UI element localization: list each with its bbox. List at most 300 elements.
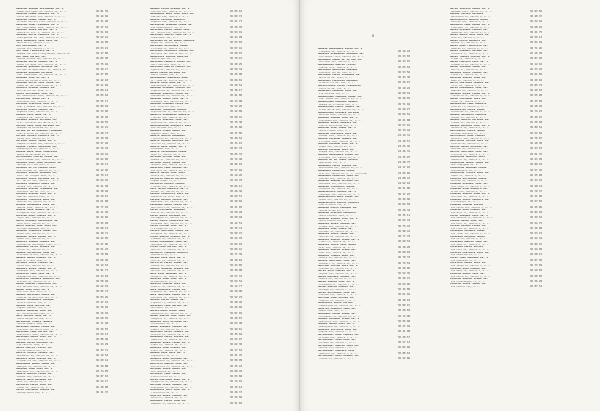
entry-phone: 36 16 98 [529,226,542,230]
entry-phone: 24 62 18 [397,182,410,186]
entry-phone: 45 51 83 [229,401,242,405]
entry-address: Tajin 401, Mexico 12, D. F. [17,217,55,220]
entry-phone: 36 89 04 [95,105,108,109]
entry-phone: 36 14 77 [229,285,242,289]
entry-address: Pestalozzi 1018, Mexico 12, D. F. [17,333,63,336]
entry-address: Rio Sena 27, Mexico 5, D. F. [451,243,490,246]
entry-name: CAMACHO LOPEZ JORGE 2a. [450,283,487,286]
entry-phone: 36 39 52 [529,216,542,220]
entry-address: Calz. de Tlalpan 1830, D. F. [17,174,56,177]
entry-phone: 36 74 91 [229,380,242,384]
entry-phone: 45 66 30 [95,258,108,262]
entry-phone: 45 61 76 [529,152,542,156]
entry-address: Ghiberti 26, Mexico 19, D. F. [151,275,192,278]
entry-name: BANDA GARCIA JOSE LUIS 5a. [150,315,192,318]
entry-address: Explanada 905, Mexico 10, D. F. [319,119,362,122]
entry-address: Villalongin 94, D. F. [451,201,481,204]
entry-name: ALFONSO LOPEZ JORGE 2a. 1 [16,140,56,143]
entry-phone: 45 52 13 [95,332,108,336]
entry-address: Alberti 45, Mexico 19, D. F. [151,286,190,289]
entry-address: Kansas 128, Mexico 18, D. F. [17,376,56,379]
entry-phone: 45 60 41 [229,115,242,119]
entry-name: BARRENECHEA RUIZ JORGE 3a. [318,196,360,199]
directory-column [150,8,242,405]
entry-address: Napoles 64, Mexico 6, D. F. [451,90,489,93]
entry-address: Calle Nacional 301, Mexico 3, D. F. [17,16,66,18]
entry-address: Barranca del Muerto 320, D. F. [151,53,193,56]
entry-name: CACHO VAZQUEZ LUIS 5a. 2 [450,214,488,217]
entry-name: ALTAMIRANO CASTRO PEDRO 6a. [16,156,59,159]
entry-phone: 36 25 22 [229,364,242,368]
entry-address: Amberes 12, Mexico 6, D. F. [451,47,489,50]
entry-name: AJA SANZ RAFAEL 4a. [16,55,47,58]
entry-phone: 36 57 12 [397,341,410,345]
entry-address: Patriotismo 325, D. F. [151,127,182,130]
entry-address: Rubens 27, Mexico 19, D. F. [151,159,189,162]
entry-phone: 36 93 91 [229,30,242,34]
entry-address: Rio Danubio 31, Mexico 5, D. F. [451,217,494,220]
entry-name: ASCENCIO LOPEZ JOSE 2a. [16,384,53,387]
entry-name: ALONSO RUIZ JUAN FRANCISCO [16,151,58,154]
entry-name: ARMENTA RIOS JAVIER 2a. 2 [16,357,56,360]
entry-phone: 45 16 38 [529,52,542,56]
entry-address: Luis Moya 73, Mexico 1, D. F. [451,185,492,188]
entry-name: ALCOCER RIVAS CARLOS 3a. [16,108,54,111]
entry-address: Guanajuato 90, Mexico 7, D. F. [319,326,361,329]
entry-name: AVILA ESPINOSA EDUARDO [150,209,185,212]
entry-phone: 46 31 76 [229,354,242,357]
entry-address: Dolores 42, Mexico 1, D. F. [451,180,489,183]
entry-address: Rio Po 38, Mexico 5, D. F. [451,238,487,241]
entry-name: CABRERA MORENO JAVIER [450,203,484,206]
entry-phone: 36 40 82 [229,200,242,204]
entry-phone: 36 50 05 [529,274,542,278]
entry-address: Veronese 129, Mexico 19, D. F. [151,222,193,225]
entry-phone: 36 37 94 [397,325,410,329]
entry-phone: 36 55 28 [95,221,108,225]
entry-name: CALVILLO GOMEZ LUIS 4a. [450,262,487,265]
entry-address: Londres 165, Mexico 6, D. F. [451,21,490,24]
entry-name: CALDERON LOPEZ RAFAEL [450,246,484,249]
entry-address: Montes Atlas 29, D. F. [319,209,350,212]
entry-address: Tintoretto 84, D. F. [151,392,179,395]
entry-address: Felix Cuevas 301, Mexico 12, D. F. [17,159,65,162]
entry-name: BARRIO RODRIGUEZ OSCAR 2a. 2 [318,48,363,50]
entry-phone: 46 14 09 [95,41,108,45]
entry-address: Giorgione 31, Mexico 19, D. F. [151,386,193,389]
entry-name: BARRIOS LOPEZ JORGE 4a. [318,233,355,236]
entry-address: Canova 40, Mexico 19, D. F. [151,264,189,267]
entry-address: Virreyes 1240, Mexico 10, D. F. [319,140,362,143]
entry-address: Cda. Andes 105, Mexico 10, D. F. [319,98,364,101]
entry-name: BARRIOS JOSE PABLO 3a. [318,228,353,231]
entry-address: Xola 1235, Mexico 12, D. F. [17,222,55,225]
entry-address: Carpatos 92, Mexico 10, D. F. [319,188,360,191]
entry-name: BAEZ MARTINEZ MARIO 4a. 2 [150,294,190,297]
entry-name: ARELLANO CRUZ RAFAEL 5a. [16,331,54,334]
entry-address: Puebla 230, Mexico 7, D. F. [319,331,357,334]
entry-name: AZPEITIA LOPEZ JORGE 5a. [150,262,188,265]
entry-address: Lucerna 40, Mexico 6, D. F. [451,143,489,146]
entry-name: AVILA LOPEZ FRANCISCO 6a. [150,219,190,222]
entry-name: ARELLANO LOPEZ MARIA JOSE [150,29,190,32]
entry-name: ALVAREZ RIVERA JOSE 6a. 1 [16,193,56,196]
entry-address: Ayuntamiento 95, D. F. [451,169,482,172]
entry-name: ARRIAGA TRINIDAD CARLOS [150,108,187,111]
entry-address: Abraham Gonzalez 67, D. F. [451,132,487,135]
entry-phone: 36 68 82 [397,250,410,254]
entry-address: Revillagigedo 24, D. F. [451,164,483,167]
entry-phone: 36 54 26 [229,105,242,109]
entry-phone: 36 05 73 [95,290,108,294]
entry-phone: 36 77 39 [229,253,242,257]
entry-name: BURGOS GARCIA ALFREDO 2a. [450,119,490,122]
entry-address: Sahara 56, Mexico 10, D. F. [319,257,357,260]
entry-phone: 36 18 71 [95,232,108,236]
entry-address: Eje Central 1020, D. F. [17,344,49,347]
entry-address: Poniente 116 No. 600, D. F. [319,71,357,74]
entry-name: BALANZARIO GARCIA FELIPE [318,63,356,66]
entry-phone: 36 90 43 [397,229,410,233]
entry-phone: 46 27 85 [95,73,108,77]
entry-address: Ingenieros 46, Mexico 20, D. F. [151,90,194,93]
entry-phone: 36 62 85 [95,158,108,162]
entry-address: Bahamas 1245, Mexico 13, D. F. [451,10,493,13]
right-page [300,0,600,411]
entry-address: Arquitectos 31, Mexico 20, D. F. [151,111,196,114]
entry-address: Moras 430, Mexico 12, D. F. [17,137,55,140]
entry-name: BECERRA LOPEZ ANGEL 2a. [150,368,187,371]
entry-phone: 36 32 71 [95,348,108,352]
entry-address: Sangallo 17, Mexico 19, D. F. [151,317,192,320]
entry-name: AVELAR ROMERO JAVIER 5a. [150,198,188,201]
entry-name: AVENDAÑO GOMEZ MARIO 2a. [150,203,188,206]
entry-address: Atenas 44, Mexico 6, D. F. [451,116,487,119]
entry-phone: 36 17 53 [229,348,242,352]
entry-name: BALLESTEROS PEREZ JUAN [150,309,185,312]
entry-phone: 36 61 92 [397,293,410,297]
entry-phone: 36 20 57 [397,335,410,339]
entry-phone: 45 41 77 [229,20,242,24]
entry-address: Campos Eliseos 100, Mexico 5, D. F. [17,143,66,146]
entry-address: Av. Universidad 1200, D. F. [17,312,55,315]
entry-address: Rio Ebro 82, Mexico 5, D. F. [451,249,490,252]
entry-name: BARRAGAN ZENDEJAS JUAN 5a. [318,175,360,178]
entry-phone: 45 36 11 [95,163,108,167]
entry-address: Quimicos 65, Mexico 20, D. F. [151,121,192,124]
entry-name: BUSTOS GOMEZ ANTONIO 4a. [450,145,488,148]
entry-name: BELLO MARTINEZ RAUL 3a. 2 [150,378,190,381]
entry-name: ASPE MEJIA ROBERTO 4a. 2 [150,188,188,191]
entry-name: ARROYO VILLALOBOS PEDRO [150,151,187,154]
entry-name: ARRONIZ PIÑON ANGEL 2a. [150,129,187,132]
entry-address: Nuevo Leon 160, D. F. [319,310,349,313]
entry-name: BARCENA LEAL JORGE 4a. 2 [318,127,356,130]
entry-address: Piero 91, Mexico 19, D. F. [151,349,187,352]
entry-name: ARZATE ROJAS JOSE LUIS [150,172,185,175]
entry-address: Chihuahua 37, Mexico 7, D. F. [319,283,360,286]
entry-phone: 36 33 44 [397,129,410,133]
entry-name: BENITEZ MORALES JUAN 3a. [318,307,356,310]
entry-name: ARAUJO ROBLEDO JOSE 6a. [16,309,53,312]
entry-phone: 36 10 24 [397,86,410,90]
entry-phone: 36 06 16 [229,248,242,252]
entry-address: Miguel Laurent 712, D. F. [17,307,52,310]
entry-phone: 36 94 25 [95,179,108,183]
entry-address: Sinaloa 145, Mexico 7, D. F. [319,294,358,297]
entry-name: ARROYO RUIZ JORGE 3a. 1 [150,145,187,148]
entry-name: ALEMAN DIAZ JUAN ANTONIO 3a. [16,124,61,127]
entry-address: Velazquez 412, D. F. [151,148,179,151]
entry-name: ARISTA CHAVEZ MIGUEL 5a. [16,352,54,355]
entry-name: AYALA PEÑA RAFAEL 3a. 1 [150,246,187,249]
entry-address: Donatello 22, D. F. [151,254,178,257]
entry-name: ALARCON QUIROGA ANTONIO 4a. [16,66,59,69]
entry-name: ALVAREZ GARCIA ARMANDO 5a. [16,172,58,175]
entry-phone: 36 27 19 [95,25,108,29]
entry-name: BARBACHANO CORDERO JORGE 4a. [318,95,363,98]
entry-name: BARCON DE LA TORRE JAVIER [318,159,358,162]
entry-address: Tonala 55, Mexico 7, D. F. [319,357,355,360]
entry-name: BELLO GUTIERREZ JOSE 2a. [318,291,356,294]
entry-name: CALVA CRUZ ARMANDO 2a. 1 [450,256,488,259]
entry-phone: 36 68 10 [529,25,542,29]
entry-address: Durero 62, Mexico 19, D. F. [151,174,189,177]
entry-name: BRAVO LAGUNES ARTURO 4a. [450,50,488,53]
entry-address: Rembrandt 48, Mexico 19, D. F. [151,201,193,204]
entry-address: Praga 39, Mexico 6, D. F. [451,58,486,61]
entry-name: CABRERA ALVAREZ JOSE 5a. [450,182,488,185]
entry-address: Montes Urales 540, Mexico 10, D. F. [17,58,66,61]
entry-address: Bramante 88, Mexico 19, D. F. [151,291,192,294]
entry-name: ARMIJO LEON JUAN 2a. 3 [150,82,185,85]
entry-phone: 45 54 07 [229,338,242,342]
entry-name: CALLEJA MARTINEZ JOSE 5a. [450,251,490,254]
entry-address: Bahia de Ballenas 29, D. F. [17,153,55,156]
entry-name: BUENROSTRO CRUZ ROBERTO [450,103,487,106]
entry-phone: 36 43 85 [229,263,242,267]
entry-address: Rio Elba 20, Mexico 5, D. F. [451,227,490,230]
entry-address: Rio Mississippi 71, D. F. [451,280,486,283]
entry-phone: 46 35 68 [529,173,542,177]
entry-address: Vasari 49, Mexico 19, D. F. [151,328,189,331]
entry-phone: 36 42 95 [95,237,108,241]
entry-phone: 36 28 46 [229,301,242,305]
entry-address: Palmas 1005, Mexico 10, D. F. [319,135,360,138]
entry-address: Rafael 58, Mexico 19, D. F. [151,190,189,193]
entry-address: Lisboa 52, Mexico 6, D. F. [451,121,487,124]
entry-phone: 36 35 11 [397,213,410,217]
entry-phone: 36 80 22 [529,163,542,167]
entry-phone: 36 84 52 [397,113,410,117]
entry-phone: 36 91 60 [229,94,242,98]
entry-name: ANAYA ALVAREZ GUILLERMO 4a. [16,219,59,222]
entry-name: ARMAS PUMON ALFONSO 4a. [150,71,187,74]
entry-phone: 46 44 28 [229,36,242,40]
entry-name: ARANGUREN RUIZ JOSE LUIS 3a. [150,13,195,16]
entry-phone: 36 68 94 [229,216,242,220]
entry-address: Murillo 21, Mexico 19, D. F. [151,143,190,146]
entry-name: ASCENCIO OCAMPO ISRAEL [150,182,185,185]
entry-name: ARROYO GARCIA PEDRO 3a. [16,373,53,376]
entry-address: Colima 311, Mexico 7, D. F. [17,47,55,50]
entry-address: Botticelli 14, Mexico 19, D. F. [151,206,194,209]
entry-address: Sansovino 29, Mexico 19, D. F. [151,312,193,315]
entry-address: Rio Neva 30, Mexico 5, D. F. [451,270,490,273]
entry-name: ARANDA HERNANDEZ ENRIQUE [16,299,54,302]
entry-address: Rio Panuco 115, D. F. [451,286,481,289]
entry-phone: 45 80 45 [229,369,242,373]
entry-address: Giotto 92, Mexico 19, D. F. [151,211,189,214]
entry-name: BARCENA MARTINEZ LUIS 6a. [318,132,358,135]
entry-phone: 36 48 37 [529,15,542,18]
entry-phone: 46 35 74 [229,226,242,230]
entry-phone: 36 89 61 [529,126,542,130]
entry-name: CABRERA DIAZ RODOLFO 2a. [450,188,488,191]
entry-address: Sonora 88, Mexico 11, D. F. [319,278,357,281]
entry-address: Oriente 172 No. 181, D. F. [319,82,355,85]
entry-address: Rio Mixcoac 25, Mexico 20, D. F. [17,169,62,172]
entry-name: BRAVO ALVAREZ CARLOS 2a. [450,29,488,32]
entry-address: Eugenia 418, Mexico 12, D. F. [151,21,192,24]
entry-phone: 46 18 62 [229,258,242,262]
entry-phone: 36 71 26 [529,46,542,50]
entry-phone: 36 81 39 [95,9,108,13]
entry-phone: 36 36 45 [229,25,242,29]
entry-phone: 46 21 88 [397,118,410,122]
entry-address: Parnaso 32, Mexico 10, D. F. [319,230,358,233]
entry-name: ARRIAGA ANGELES JAIME 6a. [150,92,190,95]
entry-phone: 36 73 59 [529,263,542,267]
entry-phone: 36 87 20 [529,57,542,61]
entry-name: BRAVO MEJIA ROBERTO 3a. [450,39,487,42]
entry-phone: 36 87 63 [95,375,108,379]
entry-name: CABALLERO TELLEZ RAUL 3a. [450,172,490,175]
entry-name: BALCAZAR LOPEZ EVERARDO 2a. [318,74,361,77]
entry-name: BAZAN RAMIREZ MIGUEL 3a. [318,275,356,278]
entry-address: Economia 120, Mexico 20, D. F. [151,100,193,103]
entry-phone: 24 10 57 [397,139,410,143]
entry-address: Viena 21, Mexico 21, D. F. [451,74,487,77]
entry-address: Monte Blanco 635, D. F. [319,220,351,223]
entry-phone: 36 49 27 [397,107,410,111]
entry-phone: 36 65 64 [397,65,410,69]
entry-name: ALVAREZ TRUJILLO RAUL 4a. [16,198,56,201]
entry-address: Andes 415, Mexico 10, D. F. [319,199,357,202]
entry-name: ANGULO ALCANTARA JUAN 3a. [16,251,56,254]
entry-phone: 36 17 80 [95,52,108,56]
entry-name: BARRERA GOMEZ PEDRO 2a. 1 [150,341,190,344]
entry-name: CALZADA RUIZ MANUEL 6a. [450,267,487,270]
entry-address: Uxmal 325, Mexico 12, D. F. [17,238,55,241]
entry-phone: 36 22 86 [397,356,410,360]
entry-name: BARRON DIAZ LUIS 6a. 3 [150,352,185,355]
entry-phone: 46 48 90 [95,385,108,389]
entry-name: ANDRADE CARRILLO JORGE 3a. [16,230,58,233]
entry-name: CAJIGA RIVERA PEDRO 4a. [450,225,487,228]
entry-name: ARRIAGA LAGOS JOSE 3a. 2 [150,98,188,101]
entry-address: Morena 710, Mexico 12, D. F. [17,185,56,188]
entry-phone: 36 10 38 [95,136,108,140]
entry-phone: 36 26 36 [229,189,242,193]
entry-address: Anaxagoras 925, Mexico 12, D. F. [17,275,62,278]
entry-phone: 36 52 84 [529,131,542,135]
entry-phone: 36 70 89 [95,253,108,257]
entry-phone: 36 31 60 [529,195,542,199]
entry-phone: 46 26 91 [229,163,242,167]
entry-phone: 36 20 17 [95,67,108,71]
entry-phone: 36 48 14 [529,184,542,188]
entry-address: Av. Cuauhtemoc 1890, Mexico 12, D. F. [17,26,69,29]
entry-address: Artes 130, Mexico 4, D. F. [451,190,487,193]
entry-phone: 36 28 65 [397,97,410,101]
entry-name: CAMACHO GARCIA PEDRO 5a. [450,278,488,281]
entry-phone: 36 48 52 [229,136,242,140]
entry-name: BUSTAMANTE LOPEZ MARIO [450,129,485,132]
entry-address: Durango 19, Mexico 7, D. F. [319,289,357,292]
entry-phone: 24 35 97 [397,155,410,159]
entry-address: Ghirlandaio 44, D. F. [151,370,181,373]
entry-name: AVALOS CERVANTES LUIS 3a. [150,193,190,196]
entry-phone: 36 22 89 [229,110,242,114]
entry-phone: 45 50 28 [229,210,242,214]
entry-phone: 36 70 15 [229,57,242,61]
entry-address: Vosgos 220, Mexico 10, D. F. [319,151,358,154]
entry-name: ARRIAGA CRUZ LUIS 6a. 1 [16,368,53,371]
entry-address: Cerrada de Gobernador 11, Mexico 18 [17,68,66,71]
entry-address: Pitagoras 810, Mexico 12, D. F. [17,211,60,214]
entry-name: BECERRIL CRUZ JORGE 4a. [150,373,187,376]
entry-name: BARRIOS GOMEZ SERGIO 5a. [318,222,356,225]
entry-address: Heriberto Frias 418, D. F. [17,339,53,342]
entry-name: BERMUDEZ OCHOA JORGE 5a. [318,312,356,315]
entry-address: Palladio 34, Mexico 19, D. F. [151,296,192,299]
entry-phone: 36 42 18 [95,78,108,82]
entry-name: ALVAREZ MORALES ANGEL 3a. [16,182,56,185]
entry-phone: 36 66 81 [229,78,242,82]
entry-name: BATIZ SOTO CARLOS 4a. 1 [318,270,355,273]
entry-phone: 46 25 06 [529,205,542,209]
entry-phone: 36 35 09 [529,99,542,103]
entry-name: ARAUJO PASCUAL ROBERTO [150,18,185,21]
entry-name: BENAVIDES LOPEZ RAFAEL [318,302,353,305]
entry-phone: 36 26 87 [95,327,108,331]
entry-phone: 45 63 21 [95,46,108,50]
entry-address: Heliotropo 141, D. F. [151,58,181,61]
entry-phone: 46 42 44 [529,237,542,241]
entry-name: ARCINIEGA SERRANO PEDRO 3a. [150,23,193,26]
entry-phone: 36 43 29 [95,343,108,347]
entry-phone: 36 83 26 [95,295,108,299]
entry-address: Lomas Virreyes 320, Mexico 10, D. F. [17,63,67,66]
entry-name: AZCONA DIAZ LUIS 6a. 2 [150,256,185,259]
entry-phone: 36 35 84 [229,332,242,336]
entry-phone: 36 54 35 [397,272,410,276]
entry-name: ALBIS GUTIERREZ JOSE 4a. [16,92,54,95]
entry-name: BEJAR GARCIA MANUEL 5a. [318,286,355,289]
entry-phone: 36 31 05 [229,205,242,209]
entry-phone: 24 08 43 [397,176,410,180]
entry-name: BRAVO GOMEZ JOSE LUIS 5a. [450,34,490,37]
entry-address: Roma 41, Mexico 6, D. F. [451,79,485,82]
entry-phone: 36 33 15 [229,142,242,146]
entry-address: Apalaches 310, D. F. [319,161,347,164]
entry-address: Bassano 53, Mexico 19, D. F. [151,402,190,405]
entry-address: Tiziano 105, Mexico 19, D. F. [151,185,192,188]
entry-name: BERRIOS CASTILLO JOSE 6a. [318,328,358,331]
entry-name: BARRIOS HERNANDEZ ROLANDO 4a. [318,53,364,56]
entry-phone: 36 88 40 [95,338,108,342]
